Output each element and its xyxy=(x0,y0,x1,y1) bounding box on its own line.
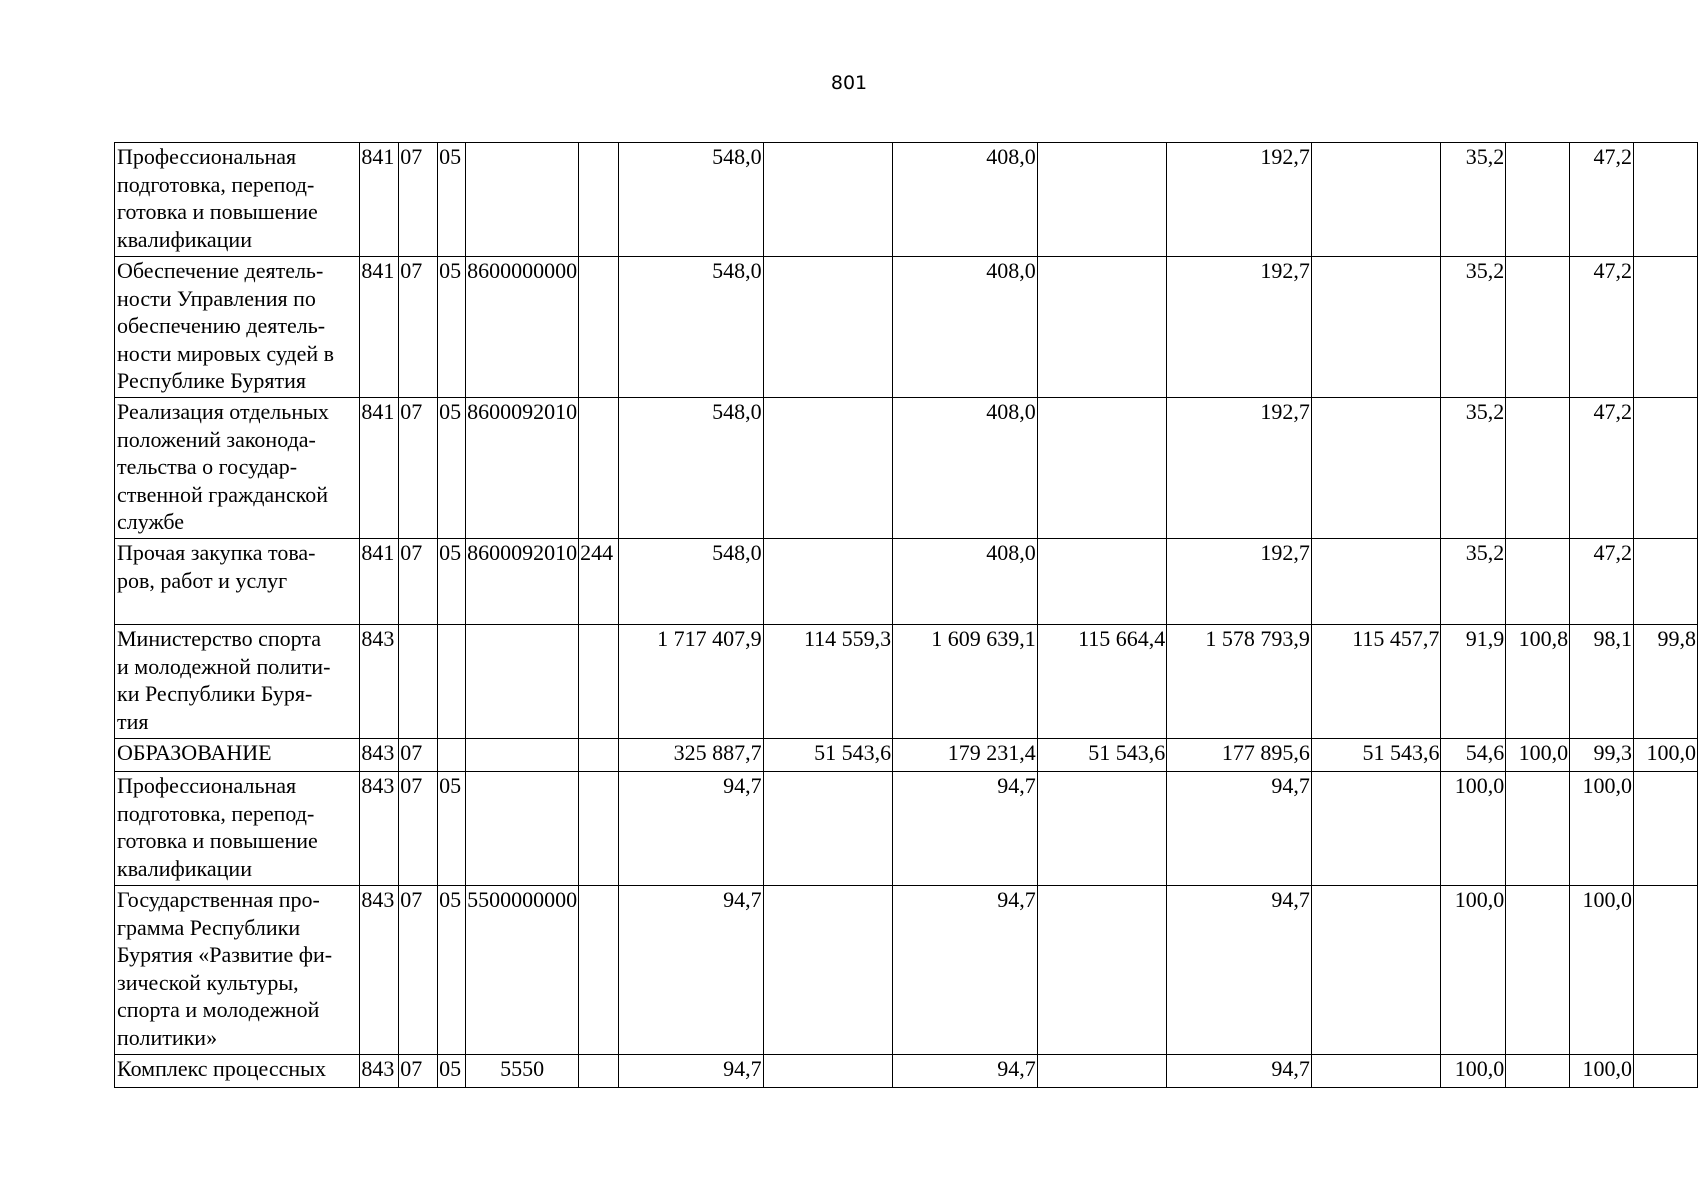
percent-cell: 100,0 xyxy=(1570,1055,1634,1088)
value-cell: 192,7 xyxy=(1167,143,1312,257)
value-cell xyxy=(763,398,893,539)
value-cell: 548,0 xyxy=(619,143,764,257)
value-cell xyxy=(1311,398,1441,539)
value-cell: 51 543,6 xyxy=(1037,739,1167,772)
section-cell: 07 xyxy=(399,143,438,257)
target-article-cell: 5500000000 xyxy=(466,886,579,1055)
page-number: 801 xyxy=(830,72,868,94)
percent-cell xyxy=(1634,886,1698,1055)
subsection-cell xyxy=(438,739,466,772)
table-row xyxy=(115,398,1698,539)
value-cell: 548,0 xyxy=(619,257,764,398)
row-name-cell: ОБРАЗОВАНИЕ xyxy=(115,739,360,772)
grbs-cell: 841 xyxy=(360,539,399,625)
percent-cell xyxy=(1506,539,1570,625)
expense-type-cell xyxy=(579,772,619,886)
percent-cell: 99,8 xyxy=(1634,625,1698,739)
percent-cell: 35,2 xyxy=(1441,539,1506,625)
value-cell xyxy=(1037,772,1167,886)
section-cell: 07 xyxy=(399,398,438,539)
row-name-cell: Реализация отдельных положений законода- тельства о государ- ственной гражданской службе xyxy=(115,398,360,539)
table-row xyxy=(115,625,1698,739)
section-cell: 07 xyxy=(399,739,438,772)
percent-cell: 47,2 xyxy=(1570,143,1634,257)
budget-table xyxy=(114,142,1698,1088)
value-cell: 51 543,6 xyxy=(1311,739,1441,772)
value-cell: 114 559,3 xyxy=(763,625,893,739)
value-cell: 1 609 639,1 xyxy=(893,625,1038,739)
value-cell: 192,7 xyxy=(1167,257,1312,398)
grbs-cell: 841 xyxy=(360,143,399,257)
value-cell xyxy=(1311,143,1441,257)
row-name-cell: Министерство спорта и молодежной полити- ки Республики Буря- тия xyxy=(115,625,360,739)
value-cell: 94,7 xyxy=(893,1055,1038,1088)
percent-cell: 91,9 xyxy=(1441,625,1506,739)
section-cell: 07 xyxy=(399,257,438,398)
expense-type-cell xyxy=(579,739,619,772)
subsection-cell: 05 xyxy=(438,1055,466,1088)
grbs-cell: 843 xyxy=(360,772,399,886)
value-cell xyxy=(1311,1055,1441,1088)
value-cell: 94,7 xyxy=(1167,886,1312,1055)
expense-type-cell: 244 xyxy=(579,539,619,625)
value-cell xyxy=(763,1055,893,1088)
row-name-cell: Обеспечение деятель- ности Управления по обеспечению деятель- ности мировых судей в Республике Бурятия xyxy=(115,257,360,398)
percent-cell xyxy=(1634,398,1698,539)
value-cell: 408,0 xyxy=(893,539,1038,625)
target-article-cell xyxy=(466,739,579,772)
percent-cell xyxy=(1634,257,1698,398)
value-cell: 94,7 xyxy=(619,772,764,886)
target-article-cell xyxy=(466,143,579,257)
percent-cell: 47,2 xyxy=(1570,539,1634,625)
value-cell: 548,0 xyxy=(619,398,764,539)
value-cell xyxy=(763,772,893,886)
table-row xyxy=(115,539,1698,625)
percent-cell: 100,0 xyxy=(1570,886,1634,1055)
subsection-cell: 05 xyxy=(438,143,466,257)
percent-cell: 100,0 xyxy=(1441,772,1506,886)
value-cell xyxy=(1037,1055,1167,1088)
percent-cell: 100,0 xyxy=(1506,739,1570,772)
percent-cell: 100,0 xyxy=(1634,739,1698,772)
grbs-cell: 841 xyxy=(360,398,399,539)
section-cell: 07 xyxy=(399,886,438,1055)
percent-cell: 47,2 xyxy=(1570,398,1634,539)
grbs-cell: 843 xyxy=(360,886,399,1055)
value-cell xyxy=(1037,886,1167,1055)
expense-type-cell xyxy=(579,625,619,739)
percent-cell: 100,0 xyxy=(1441,886,1506,1055)
value-cell xyxy=(1037,257,1167,398)
value-cell: 115 664,4 xyxy=(1037,625,1167,739)
target-article-cell: 8600092010 xyxy=(466,398,579,539)
value-cell: 94,7 xyxy=(619,1055,764,1088)
value-cell: 115 457,7 xyxy=(1311,625,1441,739)
value-cell xyxy=(763,539,893,625)
percent-cell: 98,1 xyxy=(1570,625,1634,739)
value-cell xyxy=(1311,772,1441,886)
table-row xyxy=(115,1055,1698,1088)
value-cell xyxy=(1037,539,1167,625)
value-cell xyxy=(763,886,893,1055)
value-cell: 1 578 793,9 xyxy=(1167,625,1312,739)
grbs-cell: 843 xyxy=(360,739,399,772)
value-cell xyxy=(1311,539,1441,625)
grbs-cell: 843 xyxy=(360,1055,399,1088)
grbs-cell: 841 xyxy=(360,257,399,398)
value-cell: 94,7 xyxy=(893,886,1038,1055)
percent-cell xyxy=(1506,257,1570,398)
percent-cell xyxy=(1506,772,1570,886)
percent-cell xyxy=(1506,398,1570,539)
section-cell: 07 xyxy=(399,539,438,625)
subsection-cell xyxy=(438,625,466,739)
target-article-cell xyxy=(466,772,579,886)
value-cell: 1 717 407,9 xyxy=(619,625,764,739)
expense-type-cell xyxy=(579,398,619,539)
row-name-cell: Прочая закупка това- ров, работ и услуг xyxy=(115,539,360,625)
expense-type-cell xyxy=(579,886,619,1055)
table-row xyxy=(115,257,1698,398)
section-cell: 07 xyxy=(399,772,438,886)
percent-cell: 100,8 xyxy=(1506,625,1570,739)
value-cell: 94,7 xyxy=(619,886,764,1055)
percent-cell xyxy=(1634,1055,1698,1088)
value-cell: 94,7 xyxy=(1167,1055,1312,1088)
percent-cell xyxy=(1634,539,1698,625)
expense-type-cell xyxy=(579,143,619,257)
value-cell: 94,7 xyxy=(1167,772,1312,886)
subsection-cell: 05 xyxy=(438,539,466,625)
value-cell: 408,0 xyxy=(893,257,1038,398)
value-cell xyxy=(1311,886,1441,1055)
value-cell xyxy=(1037,143,1167,257)
subsection-cell: 05 xyxy=(438,886,466,1055)
target-article-cell: 8600000000 xyxy=(466,257,579,398)
value-cell: 94,7 xyxy=(893,772,1038,886)
grbs-cell: 843 xyxy=(360,625,399,739)
value-cell: 192,7 xyxy=(1167,539,1312,625)
value-cell: 408,0 xyxy=(893,143,1038,257)
subsection-cell: 05 xyxy=(438,398,466,539)
target-article-cell xyxy=(466,625,579,739)
percent-cell xyxy=(1506,143,1570,257)
row-name-cell: Профессиональная подготовка, перепод- готовка и повышение квалификации xyxy=(115,772,360,886)
value-cell: 179 231,4 xyxy=(893,739,1038,772)
subsection-cell: 05 xyxy=(438,257,466,398)
value-cell: 408,0 xyxy=(893,398,1038,539)
table-row xyxy=(115,886,1698,1055)
percent-cell xyxy=(1506,1055,1570,1088)
percent-cell: 54,6 xyxy=(1441,739,1506,772)
table-row xyxy=(115,772,1698,886)
percent-cell: 35,2 xyxy=(1441,398,1506,539)
value-cell: 325 887,7 xyxy=(619,739,764,772)
table-row xyxy=(115,143,1698,257)
target-article-cell: 8600092010 xyxy=(466,539,579,625)
value-cell: 177 895,6 xyxy=(1167,739,1312,772)
percent-cell: 100,0 xyxy=(1570,772,1634,886)
expense-type-cell xyxy=(579,1055,619,1088)
value-cell xyxy=(763,143,893,257)
subsection-cell: 05 xyxy=(438,772,466,886)
value-cell xyxy=(1037,398,1167,539)
section-cell xyxy=(399,625,438,739)
percent-cell: 99,3 xyxy=(1570,739,1634,772)
percent-cell: 47,2 xyxy=(1570,257,1634,398)
percent-cell xyxy=(1506,886,1570,1055)
percent-cell xyxy=(1634,143,1698,257)
row-name-cell: Комплекс процессных xyxy=(115,1055,360,1088)
expense-type-cell xyxy=(579,257,619,398)
percent-cell: 100,0 xyxy=(1441,1055,1506,1088)
table-row xyxy=(115,739,1698,772)
value-cell xyxy=(1311,257,1441,398)
row-name-cell: Профессиональная подготовка, перепод- готовка и повышение квалификации xyxy=(115,143,360,257)
value-cell: 548,0 xyxy=(619,539,764,625)
row-name-cell: Государственная про- грамма Республики Бурятия «Развитие фи- зической культуры, спорта и молодежной политики» xyxy=(115,886,360,1055)
target-article-cell: 5550 xyxy=(466,1055,579,1088)
percent-cell: 35,2 xyxy=(1441,257,1506,398)
percent-cell xyxy=(1634,772,1698,886)
percent-cell: 35,2 xyxy=(1441,143,1506,257)
value-cell: 192,7 xyxy=(1167,398,1312,539)
value-cell: 51 543,6 xyxy=(763,739,893,772)
section-cell: 07 xyxy=(399,1055,438,1088)
value-cell xyxy=(763,257,893,398)
